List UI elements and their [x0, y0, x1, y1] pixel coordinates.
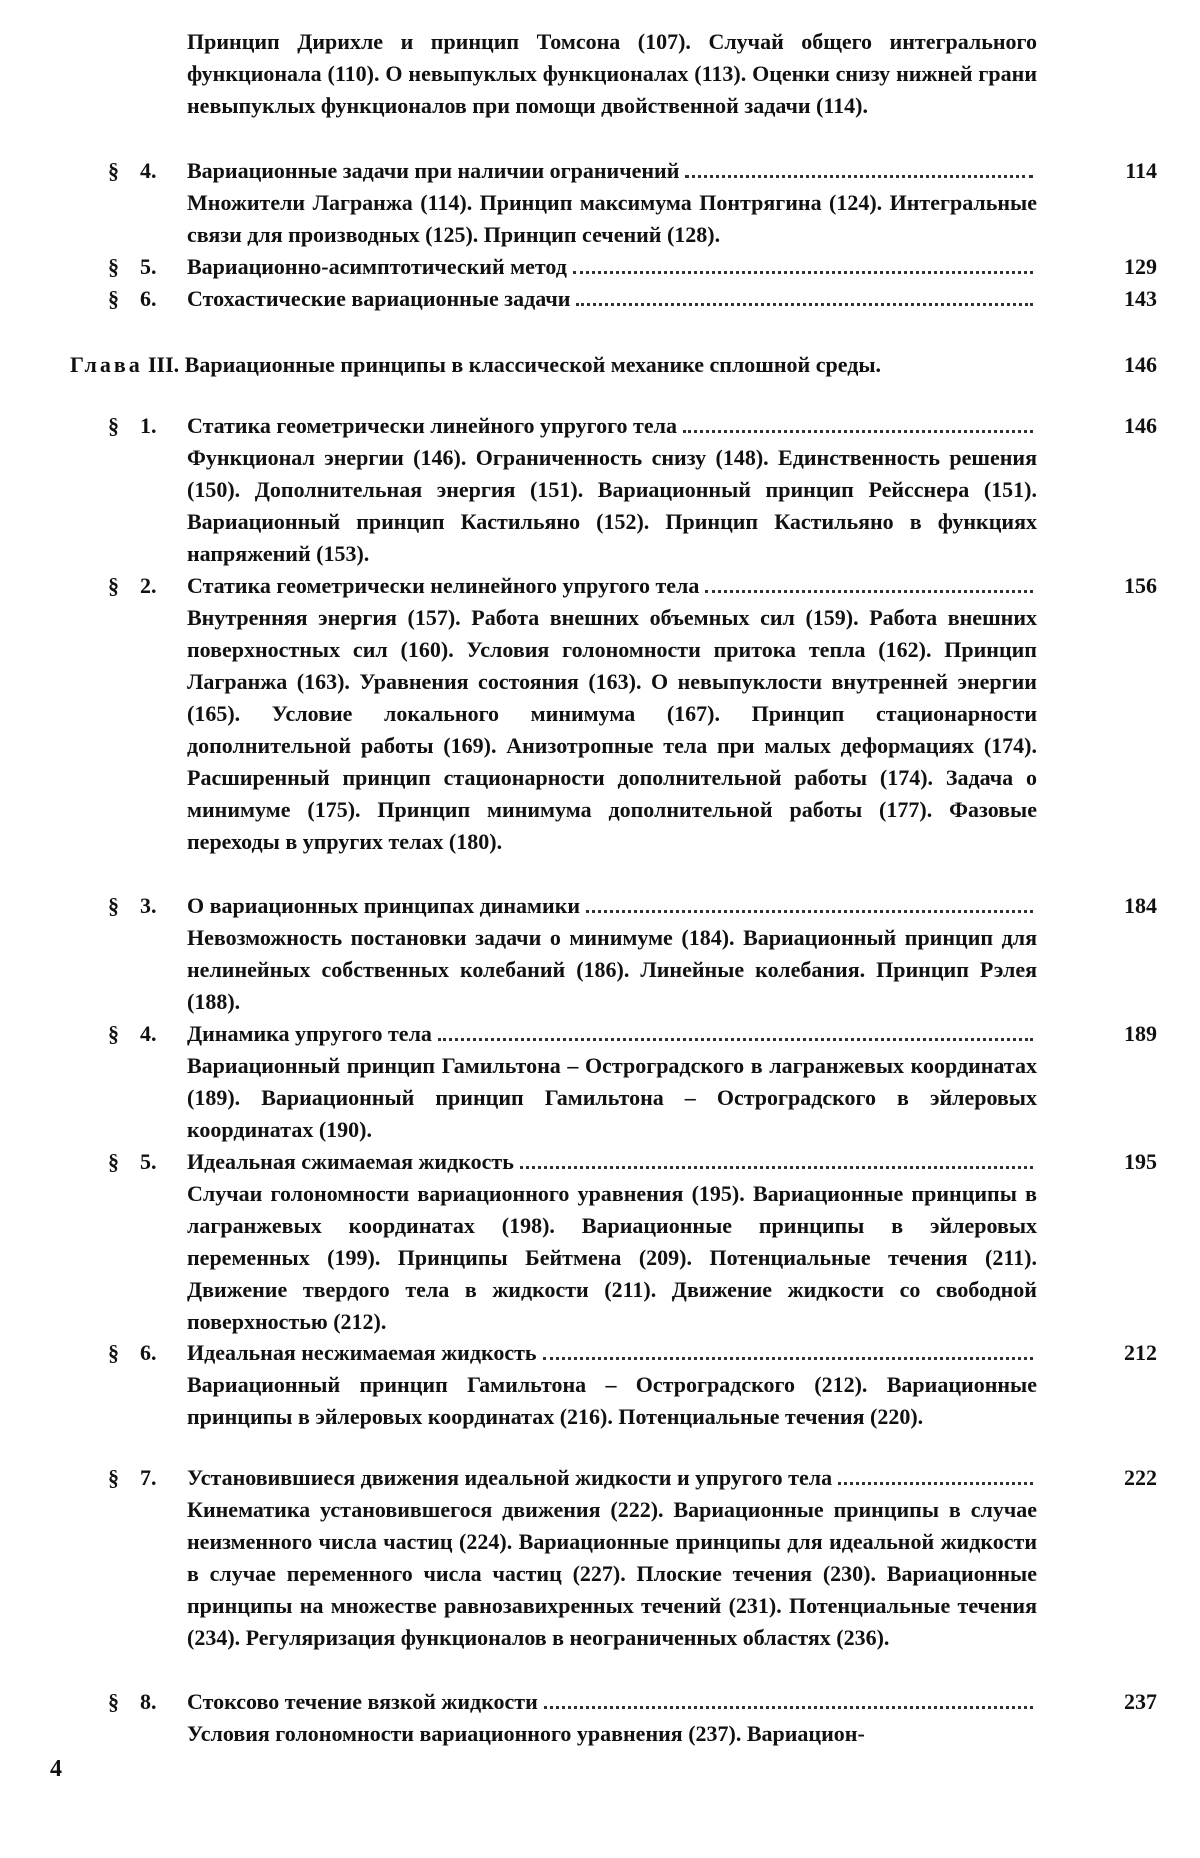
section-title: Установившиеся движения идеальной жидкости и упругого тела: [187, 1465, 833, 1490]
section-number: 4.: [140, 1021, 157, 1046]
section-description: Вариационный принцип Гамильтона – Остроградского (212). Вариационные принципы в эйлеровых координатах (216). Потенциальные течения (220).: [187, 1372, 1037, 1429]
section-mark: §: [108, 893, 119, 918]
section-title: Идеальная несжимаемая жидкость: [187, 1340, 537, 1365]
dot-leader: [438, 1038, 1033, 1041]
section-number: 3.: [140, 893, 157, 918]
dot-leader: [586, 910, 1033, 913]
dot-leader: [685, 175, 1033, 178]
section-title: Статика геометрически линейного упругого тела: [187, 413, 677, 438]
section-number: 6.: [140, 1340, 157, 1365]
section-mark: §: [108, 413, 119, 438]
section-description: Вариационный принцип Гамильтона – Остроградского в лагранжевых координатах (189). Вариационный принцип Гамильтона – Остроградского в эйлеровых координатах (190).: [187, 1053, 1037, 1142]
section-number: 5.: [140, 1149, 157, 1174]
dot-leader: [683, 430, 1033, 433]
section-page-number: 184: [1124, 893, 1157, 918]
section-description: Случаи голономности вариационного уравнения (195). Вариационные принципы в лагранжевых координатах (198). Вариационные принципы в эйлеровых переменных (199). Принципы Бейтмена (209). Потенциальные течения (211). Движение твердого тела в жидкости (211). Движение жидкости со свободной поверхностью (212).: [187, 1181, 1037, 1334]
section-title: О вариационных принципах динамики: [187, 893, 581, 918]
section-title: Динамика упругого тела: [187, 1021, 432, 1046]
section-number: 7.: [140, 1465, 157, 1490]
section-description: Условия голономности вариационного уравнения (237). Вариацион-: [187, 1721, 865, 1746]
page-number: 4: [50, 1756, 62, 1782]
section-description: Множители Лагранжа (114). Принцип максимума Понтрягина (124). Интегральные связи для производных (125). Принцип сечений (128).: [187, 190, 1037, 247]
section-title: Стохастические вариационные задачи: [187, 286, 571, 311]
section-description: Невозможность постановки задачи о минимуме (184). Вариационный принцип для нелинейных собственных колебаний (186). Линейные колебания. Принцип Рэлея (188).: [187, 925, 1037, 1014]
section-page-number: 222: [1124, 1465, 1157, 1490]
section-number: 1.: [140, 413, 157, 438]
section-title: Статика геометрически нелинейного упругого тела: [187, 573, 700, 598]
dot-leader: [520, 1166, 1033, 1169]
section-page-number: 189: [1124, 1021, 1157, 1046]
section-page-number: 146: [1124, 413, 1157, 438]
section-number: 5.: [140, 254, 157, 279]
section-mark: §: [108, 1340, 119, 1365]
chapter-label: Глава: [70, 352, 143, 377]
section-mark: §: [108, 286, 119, 311]
section-title: Вариационно-асимптотический метод: [187, 254, 567, 279]
section-number: 8.: [140, 1689, 157, 1714]
section-title: Идеальная сжимаемая жидкость: [187, 1149, 514, 1174]
section-number: 4.: [140, 158, 157, 183]
section-mark: §: [108, 1689, 119, 1714]
section-page-number: 156: [1124, 573, 1157, 598]
dot-leader: [838, 1482, 1033, 1485]
section-mark: §: [108, 1465, 119, 1490]
section-mark: §: [108, 1021, 119, 1046]
section-title: Стоксово течение вязкой жидкости: [187, 1689, 538, 1714]
section-description: Функционал энергии (146). Ограниченность снизу (148). Единственность решения (150). Дополнительная энергия (151). Вариационный принцип Рейсснера (151). Вариационный принцип Кастильяно (152). Принцип Кастильяно в функциях напряжений (153).: [187, 445, 1037, 566]
section-page-number: 195: [1124, 1149, 1157, 1174]
section-mark: §: [108, 254, 119, 279]
section-mark: §: [108, 1149, 119, 1174]
section-title: Вариационные задачи при наличии ограничений: [187, 158, 680, 183]
section-description: Кинематика установившегося движения (222). Вариационные принципы в случае неизменного числа частиц (224). Вариационные принципы для идеальной жидкости в случае переменного числа частиц (227). Плоские течения (230). Вариационные принципы на множестве равнозавихренных течений (231). Потенциальные течения (234). Регуляризация функционалов в неограниченных областях (236).: [187, 1497, 1037, 1650]
chapter-title: III. Вариационные принципы в классической механике сплошной среды.: [148, 352, 882, 377]
section-page-number: 237: [1124, 1689, 1157, 1714]
continued-section-description: Принцип Дирихле и принцип Томсона (107). Случай общего интегрального функционала (110). О невыпуклых функционалах (113). Оценки снизу нижней грани невыпуклых функционалов при помощи двойственной задачи (114).: [187, 29, 1037, 118]
dot-leader: [543, 1357, 1033, 1360]
section-page-number: 143: [1124, 286, 1157, 311]
section-number: 6.: [140, 286, 157, 311]
dot-leader: [705, 590, 1033, 593]
section-description: Внутренняя энергия (157). Работа внешних объемных сил (159). Работа внешних поверхностных сил (160). Условия голономности притока тепла (162). Принцип Лагранжа (163). Уравнения состояния (163). О невыпуклости внутренней энергии (165). Условие локального минимума (167). Принцип стационарности дополнительной работы (169). Анизотропные тела при малых деформациях (174). Расширенный принцип стационарности дополнительной работы (174). Задача о минимуме (175). Принцип минимума дополнительной работы (177). Фазовые переходы в упругих телах (180).: [187, 605, 1037, 854]
chapter-heading: [70, 349, 1160, 381]
section-page-number: 212: [1124, 1340, 1157, 1365]
section-mark: §: [108, 158, 119, 183]
dot-leader: [544, 1706, 1033, 1709]
dot-leader: [573, 271, 1033, 274]
section-mark: §: [108, 573, 119, 598]
dot-leader: [576, 303, 1033, 306]
section-page-number: 129: [1124, 254, 1157, 279]
section-page-number: 114: [1125, 158, 1157, 183]
chapter-page-number: 146: [1124, 352, 1157, 377]
section-number: 2.: [140, 573, 157, 598]
